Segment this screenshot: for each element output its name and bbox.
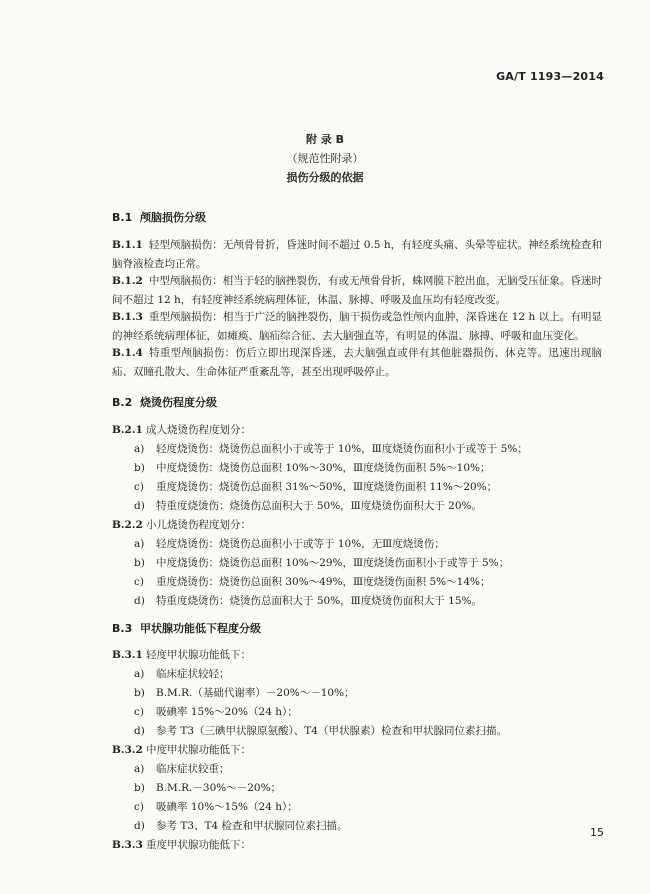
list-marker: c) xyxy=(134,801,144,813)
list-marker: b) xyxy=(134,557,145,569)
standard-code: GA/T 1193—2014 xyxy=(496,70,604,83)
section-heading-b1 xyxy=(112,209,206,225)
clause-text: 成人烧烫伤程度划分： xyxy=(146,424,251,436)
list-text: 中度烧烫伤：烧烫伤总面积 10%～29%，Ⅲ度烧烫伤面积小于或等于 5%； xyxy=(156,557,510,569)
list-marker: a) xyxy=(134,443,145,455)
clause-b2-1 xyxy=(112,421,251,440)
clause-text: 轻度甲状腺功能低下： xyxy=(146,649,251,661)
list-text: 重度烧烫伤：烧烫伤总面积 31%～50%，Ⅲ度烧烫伤面积 11%～20%； xyxy=(156,481,498,493)
section-number: B.2 xyxy=(112,396,133,409)
page-number: 15 xyxy=(590,826,604,839)
clause-number: B.1.1 xyxy=(112,239,143,251)
appendix-title: 附 录 B xyxy=(305,133,345,146)
clause-number: B.1.3 xyxy=(112,311,143,323)
clause-b3-3 xyxy=(112,836,251,855)
list-marker: d) xyxy=(134,725,145,737)
clause-b3-1 xyxy=(112,646,251,665)
list-marker: d) xyxy=(134,595,145,607)
list-marker: a) xyxy=(134,538,145,550)
list-item xyxy=(134,798,298,817)
section-number: B.3 xyxy=(112,622,133,635)
list-text: 吸碘率 15%～20%（24 h）； xyxy=(156,706,298,718)
list-item xyxy=(134,554,509,573)
appendix-heading: 损伤分级的依据 xyxy=(286,171,364,184)
list-marker: c) xyxy=(134,481,144,493)
section-title: 烧烫伤程度分级 xyxy=(140,396,217,409)
list-text: 参考 T3（三碘甲状腺原氨酸）、T4（甲状腺素）检查和甲状腺同位素扫描。 xyxy=(156,725,507,737)
paragraph-b1-4 xyxy=(112,344,602,382)
list-item xyxy=(134,478,497,497)
list-text: 重度烧烫伤：烧烫伤总面积 30%～49%，Ⅲ度烧烫伤面积 5%～14%； xyxy=(156,576,491,588)
clause-number: B.3.3 xyxy=(112,839,143,851)
list-text: 临床症状较重； xyxy=(156,763,230,775)
clause-number: B.2.1 xyxy=(112,424,143,436)
list-item xyxy=(134,573,490,592)
paragraph-b1-2 xyxy=(112,272,602,310)
list-text: 特重度烧烫伤：烧烫伤总面积大于 50%，Ⅲ度烧烫伤面积大于 20%。 xyxy=(156,500,482,512)
list-item xyxy=(134,779,281,798)
clause-b2-2 xyxy=(112,516,251,535)
clause-text: 小儿烧烫伤程度划分： xyxy=(146,519,251,531)
list-text: 临床症状较轻； xyxy=(156,668,230,680)
list-item xyxy=(134,817,348,836)
clause-number: B.2.2 xyxy=(112,519,143,531)
section-heading-b2 xyxy=(112,394,217,410)
list-text: 轻度烧烫伤：烧烫伤总面积小于或等于 10%，Ⅲ度烧烫伤面积小于或等于 5%； xyxy=(156,443,528,455)
list-item xyxy=(134,703,298,722)
list-marker: b) xyxy=(134,462,145,474)
clause-text: 重度甲状腺功能低下： xyxy=(146,839,251,851)
clause-text: 中度甲状腺功能低下： xyxy=(146,744,251,756)
list-item xyxy=(134,459,490,478)
section-title: 甲状腺功能低下程度分级 xyxy=(140,622,261,635)
list-item xyxy=(134,592,482,611)
list-text: B.M.R.－30%～－20%； xyxy=(156,782,282,794)
list-marker: a) xyxy=(134,763,145,775)
clause-text: 重型颅脑损伤：相当于广泛的脑挫裂伤，脑干损伤或急性颅内血肿，深昏迷在 12 h 以上。有明显的神经系统病理体征，如瘫痪、脑疝综合征、去大脑强直等，有明显的体温、脉搏、呼吸和血压变化。 xyxy=(112,311,602,342)
list-text: 中度烧烫伤：烧烫伤总面积 10%～30%，Ⅲ度烧烫伤面积 5%～10%； xyxy=(156,462,491,474)
paragraph-b1-3 xyxy=(112,308,602,346)
list-item xyxy=(134,535,445,554)
paragraph-b1-1 xyxy=(112,236,602,274)
list-text: 吸碘率 10%～15%（24 h）； xyxy=(156,801,298,813)
section-number: B.1 xyxy=(112,211,133,224)
clause-number: B.3.1 xyxy=(112,649,143,661)
list-item xyxy=(134,684,355,703)
list-item xyxy=(134,722,507,741)
list-text: 轻度烧烫伤：烧烫伤总面积小于或等于 10%，无Ⅲ度烧烫伤； xyxy=(156,538,445,550)
list-item xyxy=(134,760,230,779)
clause-text: 中型颅脑损伤：相当于轻的脑挫裂伤，有或无颅骨骨折，蛛网膜下腔出血，无脑受压征象。昏迷时间不超过 12 h，有轻度神经系统病理体征，体温、脉搏、呼吸及血压均有轻度改变。 xyxy=(112,275,602,306)
list-marker: d) xyxy=(134,500,145,512)
list-marker: b) xyxy=(134,782,145,794)
list-marker: d) xyxy=(134,820,145,832)
list-marker: b) xyxy=(134,687,145,699)
clause-b3-2 xyxy=(112,741,251,760)
list-text: 参考 T3、T4 检查和甲状腺同位素扫描。 xyxy=(156,820,348,832)
section-heading-b3 xyxy=(112,620,261,636)
list-item xyxy=(134,665,230,684)
list-marker: c) xyxy=(134,576,144,588)
appendix-nature: （规范性附录） xyxy=(286,152,364,165)
clause-number: B.3.2 xyxy=(112,744,143,756)
list-marker: c) xyxy=(134,706,144,718)
section-title: 颅脑损伤分级 xyxy=(140,211,206,224)
list-text: 特重度烧烫伤：烧烫伤总面积大于 50%，Ⅲ度烧烫伤面积大于 15%。 xyxy=(156,595,482,607)
list-text: B.M.R.（基础代谢率）－20%～－10%； xyxy=(156,687,355,699)
list-item xyxy=(134,440,528,459)
clause-number: B.1.4 xyxy=(112,347,143,359)
list-marker: a) xyxy=(134,668,145,680)
list-item xyxy=(134,497,482,516)
clause-number: B.1.2 xyxy=(112,275,143,287)
clause-text: 轻型颅脑损伤：无颅骨骨折，昏迷时间不超过 0.5 h，有轻度头痛、头晕等症状。神经系统检查和脑脊液检查均正常。 xyxy=(112,239,602,270)
clause-text: 特重型颅脑损伤：伤后立即出现深昏迷，去大脑强直或伴有其他脏器损伤、休克等。迅速出现脑疝、双瞳孔散大、生命体征严重紊乱等，甚至出现呼吸停止。 xyxy=(112,347,602,378)
